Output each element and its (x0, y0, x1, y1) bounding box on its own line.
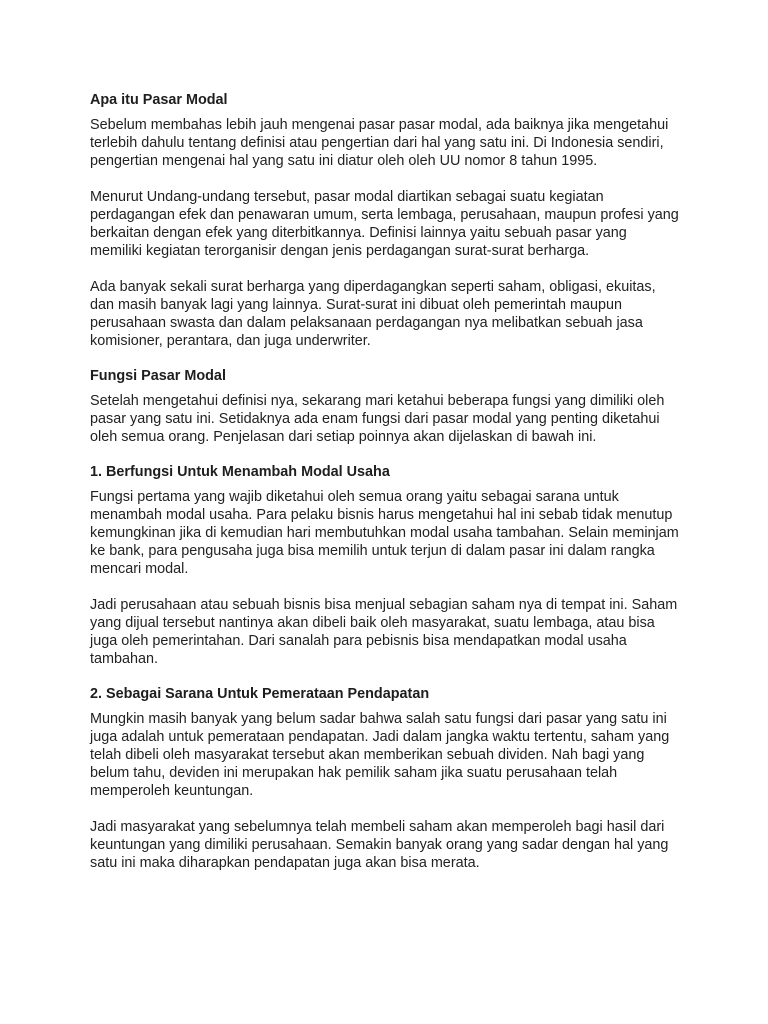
paragraph: Jadi perusahaan atau sebuah bisnis bisa menjual sebagian saham nya di tempat ini. Saham yang dijual tersebut nantinya akan dibeli baik oleh masyarakat, suatu lembaga, atau bisa juga oleh pemerintahan. Dari sanalah para pebisnis bisa mendapatkan modal usaha tambahan. (90, 597, 678, 667)
section-heading: 1. Berfungsi Untuk Menambah Modal Usaha (90, 464, 390, 480)
paragraph: Mungkin masih banyak yang belum sadar bahwa salah satu fungsi dari pasar yang satu ini juga adalah untuk pemerataan pendapatan. Jadi dalam jangka waktu tertentu, saham yang telah dibeli oleh masyarakat tersebut akan memberikan sebuah dividen. Nah bagi yang belum tahu, deviden ini merupakan hak pemilik saham jika suatu perusahaan telah memperoleh keuntungan. (90, 711, 670, 799)
section-pemerataan-pendapatan (90, 685, 680, 872)
paragraph: Fungsi pertama yang wajib diketahui oleh semua orang yaitu sebagai sarana untuk menambah modal usaha. Para pelaku bisnis harus mengetahui hal ini sebab tidak menutup kemungkinan jika di kemudian hari membutuhkan modal usaha tambahan. Selain meminjam ke bank, para pengusaha juga bisa memilih untuk terjun di dalam pasar ini dalam rangka mencari modal. (90, 489, 679, 577)
paragraph: Ada banyak sekali surat berharga yang diperdagangkan seperti saham, obligasi, ekuitas, dan masih banyak lagi yang lainnya. Surat-surat ini dibuat oleh pemerintah maupun perusahaan swasta dan dalam pelaksanaan perdagangan nya melibatkan sebuah jasa komisioner, perantara, dan juga underwriter. (90, 279, 656, 349)
paragraph: Menurut Undang-undang tersebut, pasar modal diartikan sebagai suatu kegiatan perdagangan efek dan penawaran umum, serta lembaga, perusahaan, maupun profesi yang berkaitan dengan efek yang diterbitkannya. Definisi lainnya yaitu sebuah pasar yang memiliki kegiatan terorganisir dengan jenis perdagangan surat-surat berharga. (90, 189, 679, 259)
section-apa-itu-pasar-modal (90, 91, 680, 350)
paragraph: Jadi masyarakat yang sebelumnya telah membeli saham akan memperoleh bagi hasil dari keuntungan yang dimiliki perusahaan. Semakin banyak orang yang sadar dengan hal yang satu ini maka diharapkan pendapatan juga akan bisa merata. (90, 819, 669, 871)
section-menambah-modal-usaha (90, 463, 680, 668)
section-fungsi-pasar-modal (90, 367, 680, 446)
section-heading: Apa itu Pasar Modal (90, 92, 228, 108)
section-heading: 2. Sebagai Sarana Untuk Pemerataan Pendapatan (90, 686, 430, 702)
document-page (90, 91, 680, 872)
paragraph: Setelah mengetahui definisi nya, sekarang mari ketahui beberapa fungsi yang dimiliki oleh pasar yang satu ini. Setidaknya ada enam fungsi dari pasar modal yang penting diketahui oleh semua orang. Penjelasan dari setiap poinnya akan dijelaskan di bawah ini. (90, 393, 665, 445)
paragraph: Sebelum membahas lebih jauh mengenai pasar pasar modal, ada baiknya jika mengetahui terlebih dahulu tentang definisi atau pengertian dari hal yang satu ini. Di Indonesia sendiri, pengertian mengenai hal yang satu ini diatur oleh oleh UU nomor 8 tahun 1995. (90, 117, 669, 169)
section-heading: Fungsi Pasar Modal (90, 368, 226, 384)
